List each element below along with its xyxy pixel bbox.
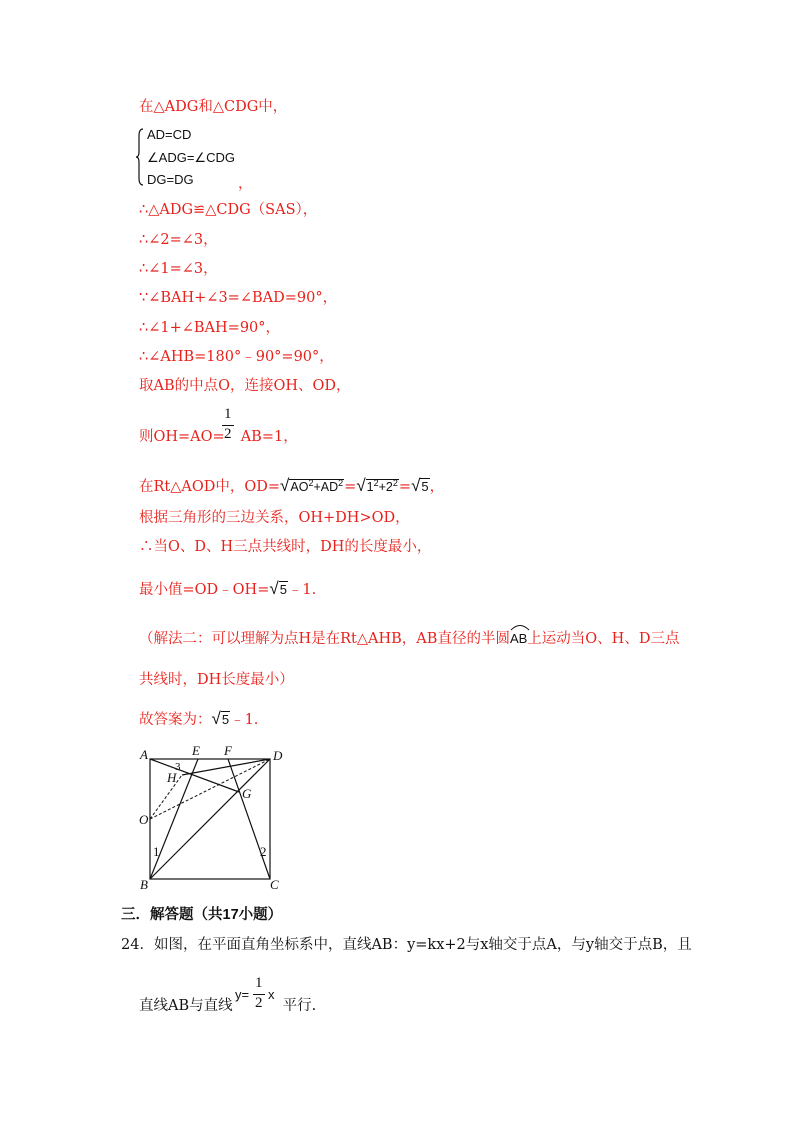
label-o: O [139, 812, 149, 827]
system-equation-3: DG=DG [147, 172, 194, 187]
text-segment: ﹣1. [287, 582, 317, 598]
radicand: 5 [221, 712, 230, 727]
label-e: E [192, 743, 200, 758]
solution-line: ∴∠AHB=180°﹣90°=90°， [139, 349, 334, 365]
equals-sign: = [398, 479, 412, 496]
system-equation-1: AD=CD [147, 127, 192, 142]
text-segment: 在Rt△AOD中，OD= [139, 479, 281, 496]
solution-line [139, 473, 444, 497]
text-segment: 平行. [282, 998, 317, 1014]
sqrt-expression: $√1^2+2^2$ [356, 476, 398, 496]
fraction-numerator: 1 [255, 975, 263, 991]
solution-line [139, 709, 258, 730]
arc-label: AB [509, 631, 528, 646]
exponent: 2 [308, 478, 314, 488]
sqrt-expression: $√AO^2+AD^2$ [280, 476, 344, 496]
exponent: 2 [392, 478, 398, 488]
sqrt-expression: √5 [211, 709, 230, 728]
arc-ab [510, 629, 527, 649]
solution-line: ∴∠1=∠3， [139, 261, 218, 277]
solution-line: 在△ADG和△CDG中， [139, 99, 288, 115]
solution-line: ∴∠2=∠3， [139, 232, 218, 248]
sqrt-expression: √5 [269, 579, 287, 598]
label-b: B [140, 877, 148, 892]
geometry-figure [134, 740, 294, 900]
text-segment: ， [429, 479, 445, 496]
text-segment: 最小值=OD﹣OH= [139, 582, 270, 598]
angle-label-2: 2 [260, 844, 267, 859]
equals-sign: = [344, 479, 357, 496]
label-h: H [167, 770, 177, 785]
radicand: +2 [378, 480, 393, 495]
question-24-text: 24．如图，在平面直角坐标系中，直线AB：y=kx+2与x轴交于点A，与y轴交于点B，且 [121, 937, 692, 953]
label-f: F [224, 743, 232, 758]
text-segment: 故答案为： [139, 712, 212, 728]
label-a: A [140, 747, 148, 762]
solution-line [139, 629, 679, 649]
arc-icon [510, 623, 530, 631]
segment-ag [150, 759, 239, 792]
exponent: 2 [338, 478, 344, 488]
system-brace [136, 128, 144, 186]
fraction-denominator: 2 [255, 995, 263, 1011]
sqrt-expression: √5 [411, 476, 429, 496]
system-equation-2: ∠ADG=∠CDG [147, 150, 235, 165]
solution-line: ∴△ADG≌△CDG（SAS）， [139, 202, 318, 218]
question-24-text [139, 996, 316, 1016]
label-g: G [242, 786, 252, 801]
label-c: C [270, 877, 279, 892]
text-segment: AB=1， [240, 429, 298, 445]
equation-x: x [268, 987, 275, 1002]
radicand: AO [290, 480, 309, 495]
fraction-numerator: 1 [224, 406, 232, 422]
solution-line: ∴∠1+∠BAH=90°， [139, 320, 281, 336]
angle-label-3: 3 [175, 761, 181, 773]
radicand: 1 [366, 480, 374, 495]
text-segment: 上运动当O、H、D三点 [527, 631, 680, 647]
solution-line: 根据三角形的三边关系，OH+DH>OD， [139, 510, 410, 526]
text-segment: 直线AB与直线 [139, 998, 233, 1014]
equation-y: y= [235, 987, 250, 1002]
solution-line: ∵∠BAH+∠3=∠BAD=90°， [139, 290, 338, 306]
system-comma: ， [238, 176, 253, 192]
solution-line: 共线时，DH长度最小） [139, 672, 294, 688]
solution-line [139, 427, 298, 447]
angle-label-1: 1 [153, 844, 160, 859]
text-segment: ﹣1. [230, 712, 259, 728]
segment-od [150, 759, 270, 819]
solution-line [139, 579, 316, 600]
text-segment: 则OH=AO= [139, 429, 225, 445]
radicand: +AD [313, 480, 339, 495]
section-heading: 三．解答题（共17小题） [121, 907, 283, 923]
solution-line: 取AB的中点O，连接OH、OD， [139, 378, 351, 394]
exponent: 2 [373, 478, 379, 488]
text-segment: （解法二：可以理解为点H是在Rt△AHB，AB直径的半圆 [139, 631, 510, 647]
label-d: D [273, 748, 283, 763]
fraction-denominator: 2 [224, 426, 232, 442]
radicand: 5 [421, 479, 429, 495]
radicand: 5 [279, 582, 287, 597]
solution-line: ∴当O、D、H三点共线时，DH的长度最小， [139, 539, 432, 555]
segment-cf [228, 759, 270, 879]
